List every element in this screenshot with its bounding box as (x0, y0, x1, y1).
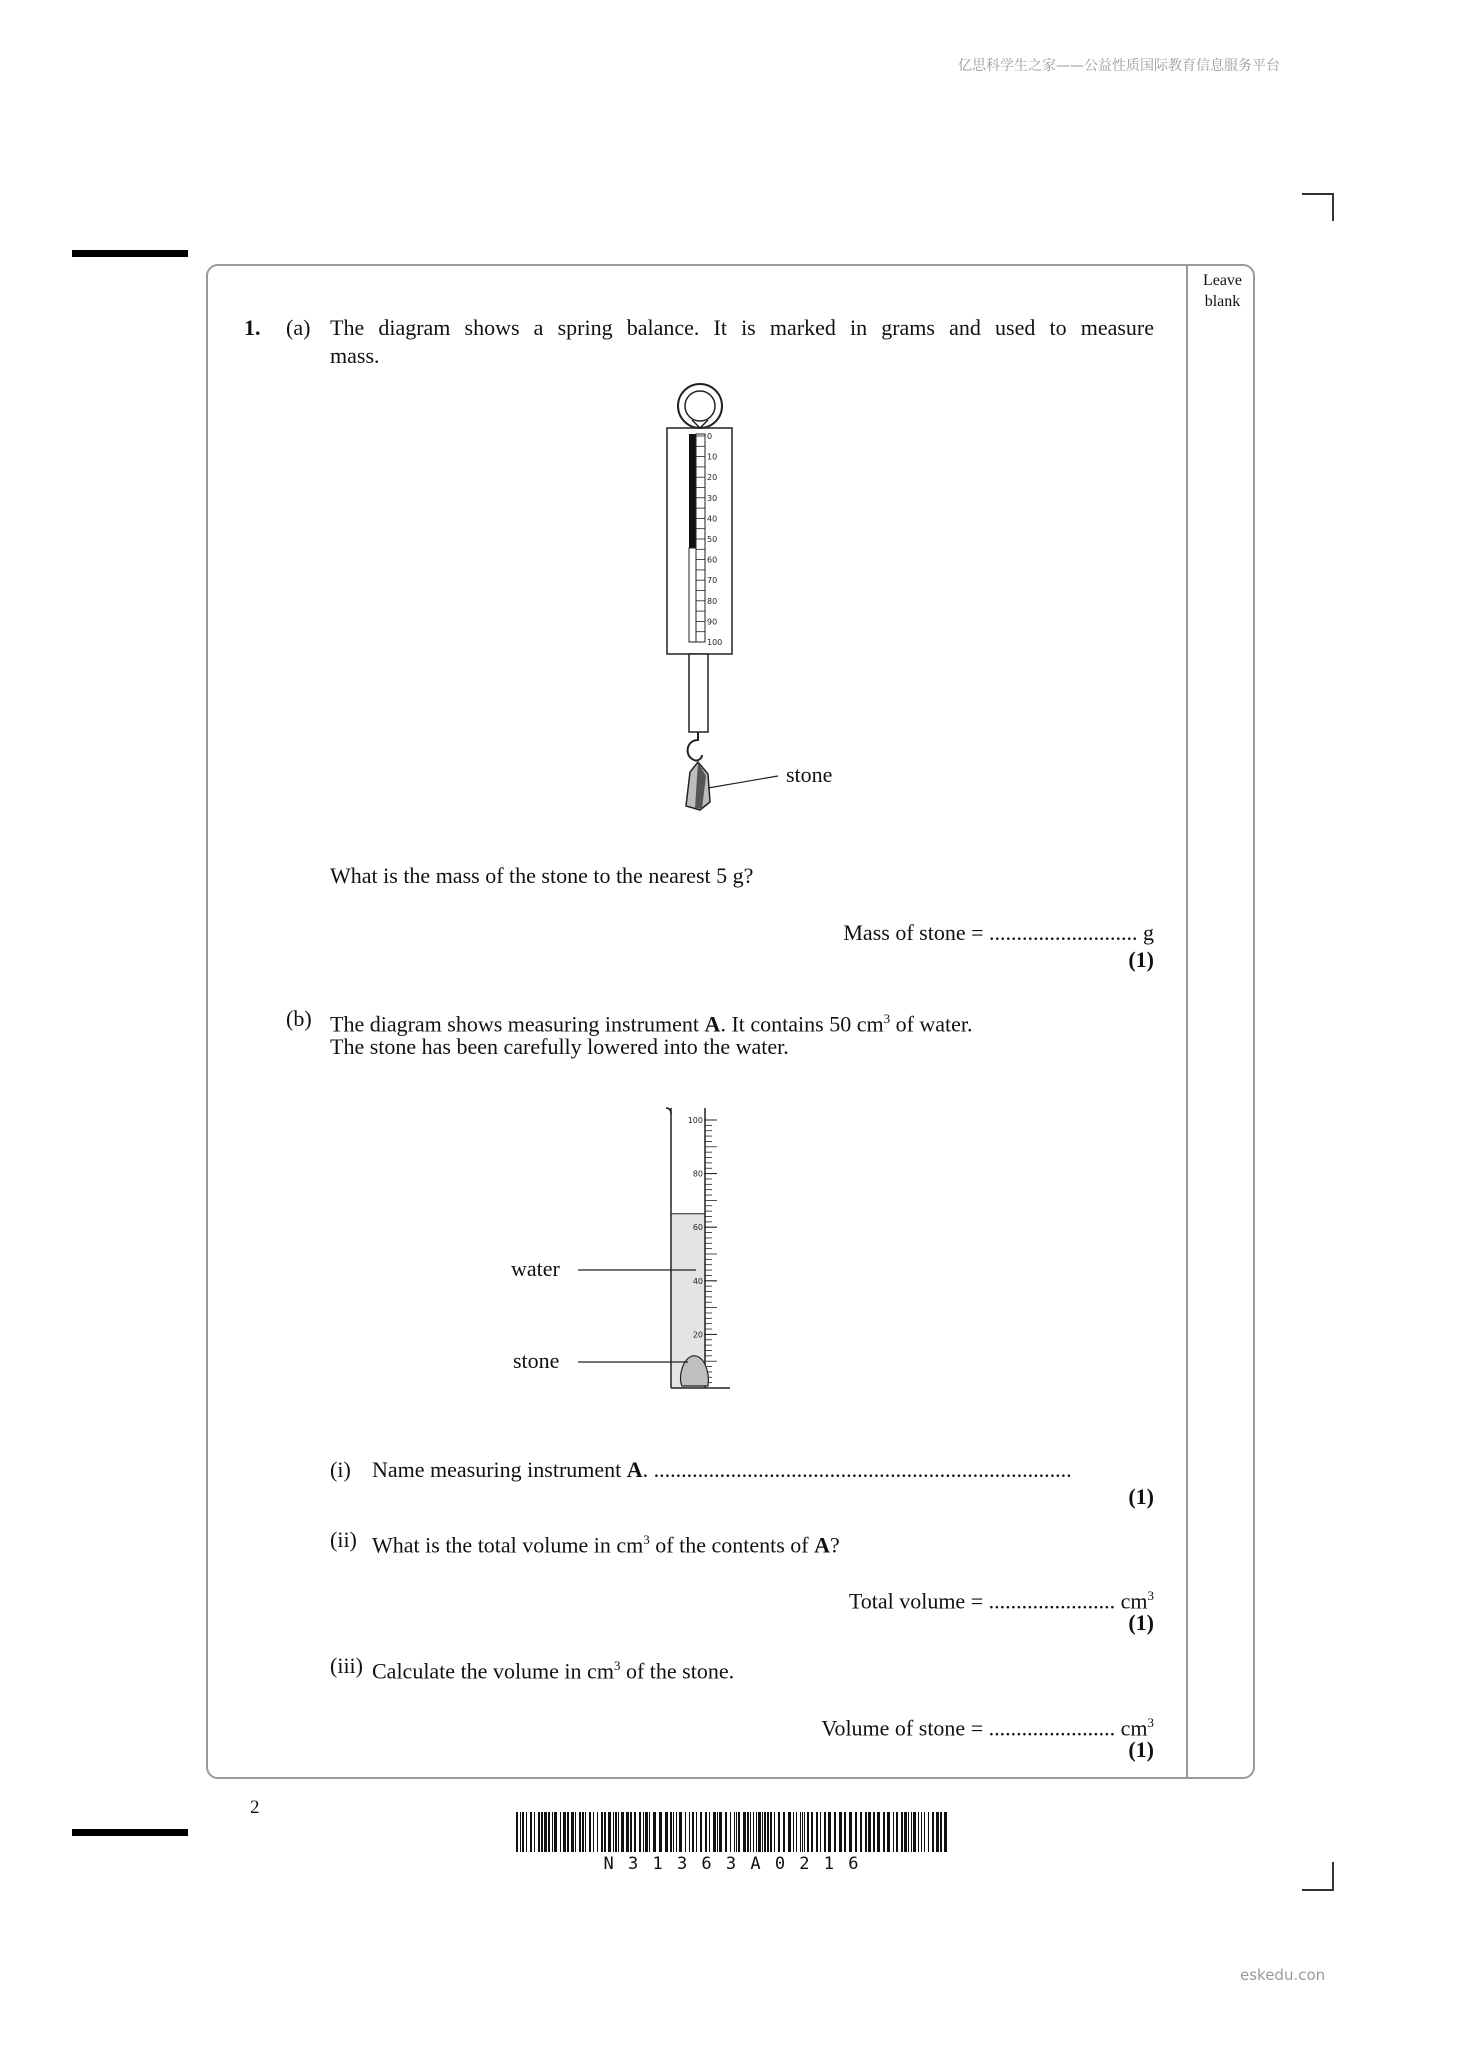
part-b-text-pre: The diagram shows measuring instrument (330, 1011, 705, 1037)
spring-scale-label: 80 (707, 596, 718, 606)
barcode-bar (692, 1812, 694, 1852)
barcode-bar (877, 1812, 880, 1852)
barcode-bar (804, 1812, 805, 1852)
barcode-bar (762, 1812, 763, 1852)
barcode-bar (783, 1812, 785, 1852)
barcode-bar (834, 1812, 836, 1852)
total-volume-label: Total volume = (848, 1588, 989, 1614)
part-b-iii-marks: (1) (1128, 1737, 1154, 1762)
barcode-bar (719, 1812, 722, 1852)
leave-blank-divider (1186, 264, 1188, 1779)
barcode-bar (534, 1812, 535, 1852)
barcode-bar (725, 1812, 727, 1852)
barcode-bar (796, 1812, 797, 1852)
part-b-i-marks: (1) (1128, 1484, 1154, 1509)
barcode-bar (944, 1812, 947, 1852)
barcode-bar (608, 1812, 611, 1852)
part-b-ii-label: (ii) (330, 1527, 357, 1552)
barcode-bar (802, 1812, 803, 1852)
barcode-bar (709, 1812, 710, 1852)
barcode-bar (530, 1812, 532, 1852)
spring-balance-diagram (650, 378, 850, 818)
barcode-bar (767, 1812, 769, 1852)
barcode-bar (816, 1812, 818, 1852)
barcode-bar (928, 1812, 929, 1852)
barcode-bar (615, 1812, 617, 1852)
barcode-bar (585, 1812, 586, 1852)
barcode-bar (700, 1812, 702, 1852)
barcode-bar (807, 1812, 809, 1852)
spring-scale-label: 40 (707, 514, 718, 524)
barcode-bar (820, 1812, 821, 1852)
barcode-bar (911, 1812, 912, 1852)
part-b-ii-text-post: ? (830, 1532, 840, 1558)
crop-mark-bottom-h (1302, 1889, 1332, 1891)
margin-bar-bottom (72, 1829, 188, 1836)
barcode-bar (764, 1812, 766, 1852)
barcode-bar (582, 1812, 584, 1852)
barcode-bar (855, 1812, 857, 1852)
barcode-bar (541, 1812, 543, 1852)
barcode-bar (873, 1812, 875, 1852)
barcode-bar (621, 1812, 624, 1852)
barcode-bar (753, 1812, 754, 1852)
barcode-bar (793, 1812, 794, 1852)
crop-mark-top-v (1332, 193, 1334, 221)
barcode-bar (613, 1812, 614, 1852)
barcode-bar (679, 1812, 682, 1852)
leave-blank-line2: blank (1204, 293, 1241, 310)
barcode-bar (713, 1812, 716, 1852)
crop-mark-top-h (1302, 193, 1332, 195)
barcode-bar (520, 1812, 521, 1852)
barcode-bar (908, 1812, 909, 1852)
cylinder-scale-label: 60 (692, 1223, 703, 1233)
barcode-bar (593, 1812, 594, 1852)
barcode-bar (901, 1812, 903, 1852)
part-b-i-label: (i) (330, 1457, 351, 1482)
barcode-bar (868, 1812, 871, 1852)
barcode-bar (800, 1812, 801, 1852)
part-b-iii-text-post: of the stone. (620, 1658, 735, 1684)
barcode-bar (750, 1812, 751, 1852)
part-b-i-text (372, 1456, 1072, 1484)
spring-scale-label: 50 (707, 535, 718, 544)
spring-scale-label: 30 (707, 493, 718, 503)
part-b-ii-text-sup: 3 (643, 1532, 650, 1547)
barcode-bar (649, 1812, 650, 1852)
barcode-bar (589, 1812, 591, 1852)
barcode-bar (849, 1812, 852, 1852)
page-number: 2 (250, 1797, 260, 1818)
barcode-bar (839, 1812, 842, 1852)
part-b-iii-text-sup: 3 (613, 1658, 621, 1673)
part-b-label: (b) (286, 1006, 312, 1031)
total-volume-unit-sup: 3 (1147, 1588, 1154, 1603)
barcode-bar (734, 1812, 735, 1852)
barcode-bar (705, 1812, 707, 1852)
barcode-bar (788, 1812, 791, 1852)
barcode-bar (758, 1812, 761, 1852)
barcode-bar (676, 1812, 677, 1852)
water-label: water (511, 1256, 560, 1281)
leave-blank-line1: Leave (1202, 272, 1243, 289)
leave-blank-label (1190, 270, 1255, 312)
barcode-bar (828, 1812, 831, 1852)
barcode-bar (634, 1812, 636, 1852)
barcode-bar (717, 1812, 718, 1852)
part-a-marks: (1) (1128, 947, 1154, 972)
barcode-bar (673, 1812, 674, 1852)
barcode-bar (670, 1812, 672, 1852)
cylinder-scale-label: 100 (687, 1116, 703, 1125)
barcode-bar (689, 1812, 690, 1852)
barcode-bar (896, 1812, 898, 1852)
barcode-bar (626, 1812, 629, 1852)
crop-mark-bottom-v (1332, 1862, 1334, 1891)
barcode-bar (932, 1812, 934, 1852)
part-b-i-text-bold: A (626, 1457, 643, 1482)
total-volume-answer-field[interactable]: ....................... (988, 1588, 1116, 1614)
barcode-bar (893, 1812, 894, 1852)
barcode-bar (860, 1812, 862, 1852)
barcode-bar (865, 1812, 867, 1852)
question-number: 1. (244, 315, 261, 340)
barcode-bar (643, 1812, 644, 1852)
barcode-bar (774, 1812, 775, 1852)
barcode-bar (730, 1812, 731, 1852)
barcode-bar (563, 1812, 566, 1852)
barcode-bar (924, 1812, 925, 1852)
barcode-bar (645, 1812, 648, 1852)
part-b-ii-marks: (1) (1128, 1610, 1154, 1635)
part-b-text-post: of water. (890, 1011, 973, 1037)
barcode-bar (811, 1812, 813, 1852)
barcode-bar (579, 1812, 581, 1852)
instrument-answer-field[interactable]: ............................................................................ (653, 1457, 1072, 1482)
mass-answer-label: Mass of stone = (843, 920, 989, 945)
barcode-bar (685, 1812, 686, 1852)
part-a-text-line2: mass. (330, 343, 380, 368)
stone-label-a: stone (786, 762, 833, 787)
barcode-bar (630, 1812, 632, 1852)
part-b-text-mid: . It contains 50 cm (720, 1011, 884, 1037)
barcode-bar (526, 1812, 527, 1852)
spring-scale-label: 60 (707, 555, 718, 565)
barcode-bar (522, 1812, 524, 1852)
barcode-bar (571, 1812, 574, 1852)
spring-scale-label: 90 (707, 617, 718, 627)
barcode-bar (918, 1812, 919, 1852)
barcode-bar (665, 1812, 668, 1852)
stone-volume-label: Volume of stone = (821, 1715, 989, 1741)
barcode-bar (743, 1812, 746, 1852)
barcode-bar (883, 1812, 885, 1852)
part-b-i-text-pre: Name measuring instrument (372, 1457, 627, 1482)
barcode (516, 1812, 948, 1852)
barcode-bar (653, 1812, 656, 1852)
mass-answer-field[interactable]: ........................... (989, 920, 1138, 945)
part-b-iii-text (372, 1652, 734, 1685)
barcode-bar (756, 1812, 757, 1852)
barcode-bar (887, 1812, 890, 1852)
spring-scale-label: 70 (707, 576, 718, 586)
barcode-bar (904, 1812, 907, 1852)
spring-scale-label: 10 (707, 452, 718, 462)
barcode-bar (516, 1812, 518, 1852)
cylinder-scale-label: 40 (692, 1276, 703, 1286)
part-b-iii-label: (iii) (330, 1653, 363, 1678)
spring-scale-label: 20 (707, 473, 718, 483)
part-b-text-sup: 3 (883, 1011, 891, 1026)
margin-bar-top (72, 250, 188, 257)
barcode-bar (597, 1812, 598, 1852)
mass-answer-unit: g (1143, 920, 1154, 945)
total-volume-unit: cm (1120, 1588, 1148, 1614)
barcode-bar (544, 1812, 547, 1852)
spring-scale-label: 100 (707, 638, 723, 647)
barcode-bar (940, 1812, 942, 1852)
barcode-bar (921, 1812, 922, 1852)
part-b-ii-answer-line (849, 1582, 1154, 1615)
cylinder-scale-label: 20 (692, 1330, 703, 1340)
spring-scale-label: 0 (707, 432, 713, 441)
part-b-i-text-post: . (642, 1457, 654, 1482)
part-a-label: (a) (286, 315, 311, 340)
cylinder-scale-label: 80 (692, 1169, 703, 1179)
barcode-bar (778, 1812, 780, 1852)
barcode-bar (604, 1812, 606, 1852)
part-b-iii-answer-line (821, 1709, 1154, 1742)
barcode-bar (736, 1812, 737, 1852)
part-b-text-line2: The stone has been carefully lowered into the water. (330, 1034, 789, 1059)
footer-site: eskedu.con (1240, 1966, 1326, 1984)
stone-label-b: stone (513, 1348, 560, 1373)
part-b-ii-text-mid: of the contents of (649, 1532, 815, 1558)
barcode-text: N 3 1 3 6 3 A 0 2 1 6 (603, 1854, 861, 1874)
barcode-bar (936, 1812, 939, 1852)
stone-volume-unit-sup: 3 (1147, 1715, 1154, 1730)
barcode-bar (770, 1812, 772, 1852)
part-b-ii-text-pre: What is the total volume in cm (372, 1532, 644, 1558)
part-b-text-bold: A (704, 1011, 721, 1037)
stone-volume-unit: cm (1120, 1715, 1148, 1741)
barcode-bar (659, 1812, 662, 1852)
part-b-iii-text-pre: Calculate the volume in cm (372, 1658, 614, 1684)
barcode-bar (538, 1812, 540, 1852)
barcode-bar (844, 1812, 846, 1852)
part-b-ii-text-bold: A (814, 1532, 831, 1558)
stone-volume-answer-field[interactable]: ....................... (988, 1715, 1116, 1741)
barcode-bar (552, 1812, 553, 1852)
barcode-bar (575, 1812, 576, 1852)
barcode-bar (738, 1812, 740, 1852)
barcode-bar (567, 1812, 569, 1852)
barcode-bar (913, 1812, 916, 1852)
barcode-bar (548, 1812, 550, 1852)
part-b-ii-text (372, 1526, 840, 1559)
barcode-bar (618, 1812, 619, 1852)
measuring-cylinder-diagram (570, 1100, 790, 1400)
barcode-bar (554, 1812, 557, 1852)
barcode-bar (696, 1812, 697, 1852)
barcode-bar (601, 1812, 603, 1852)
part-a-text-line1: The diagram shows a spring balance. It is marked in grams and used to measure (330, 315, 1154, 340)
barcode-bar (560, 1812, 561, 1852)
part-a-prompt: What is the mass of the stone to the nearest 5 g? (330, 863, 754, 888)
header-watermark: 亿思科学生之家——公益性质国际教育信息服务平台 (958, 58, 1280, 74)
barcode-bar (639, 1812, 641, 1852)
barcode-bar (747, 1812, 749, 1852)
part-a-answer-line (843, 919, 1154, 947)
barcode-bar (824, 1812, 826, 1852)
